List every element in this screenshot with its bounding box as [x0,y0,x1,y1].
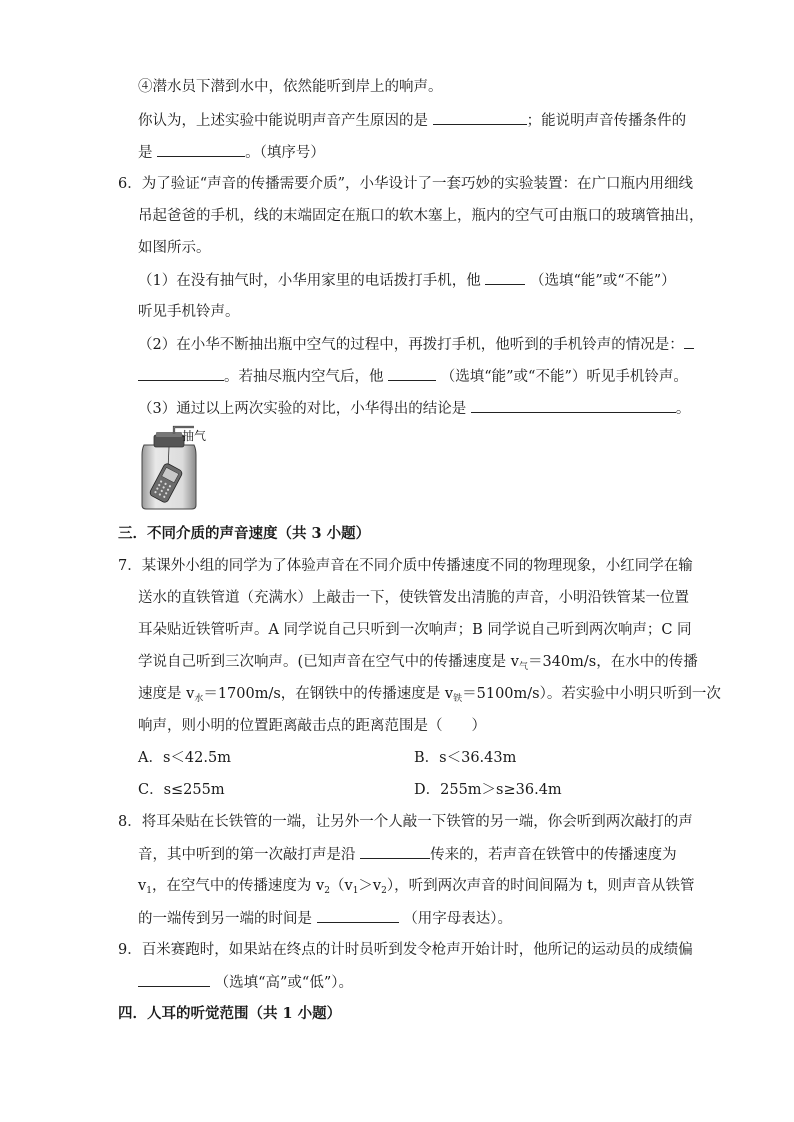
q6-part3 [138,398,690,419]
answer-blank[interactable] [138,366,224,381]
q8-line3-e: ），听到两次声音的时间间隔为 t，则声音从铁管 [386,878,695,894]
q6-p1-b: （选填“能”或“不能”） [529,273,676,289]
q7-line5-b: ＝1700m/s，在钢铁中的传播速度是 v [203,686,454,702]
q5-text-b: ；能说明声音传播条件的 [526,113,687,129]
subscript: 1 [352,886,359,896]
q5-text-c: 是 [138,145,153,161]
q6-part2-line2 [138,366,688,387]
subscript: 2 [324,886,330,896]
q7-line3: 耳朵贴近铁管听声。A 同学说自己只听到一次响声；B 同学说自己听到两次响声；C 同 [138,622,692,638]
q6-p2-c: （选填“能”或“不能”）听见手机铃声。 [440,369,688,385]
answer-blank[interactable] [138,972,210,987]
answer-blank[interactable] [317,908,399,923]
q6-line2: 吊起爸爸的手机，线的末端固定在瓶口的软木塞上，瓶内的空气可由瓶口的玻璃管抽出， [138,208,704,224]
q8-line4-b: （用字母表达）。 [403,911,512,927]
q6-p3-b: 。 [675,401,691,417]
q9-line2 [138,972,353,993]
answer-blank[interactable] [433,110,527,125]
q5-conclusion-line1 [138,110,686,131]
subscript: 1 [146,886,152,896]
q6-line3: 如图所示。 [138,240,211,256]
q5-text-a: 你认为，上述实验中能说明声音产生原因的是 [138,113,428,129]
q7-line1: 7．某课外小组的同学为了体验声音在不同介质中传播速度不同的物理现象，小红同学在输 [118,558,693,574]
q8-line3 [138,876,695,898]
subscript: 2 [381,886,387,896]
q7-line4-a: 学说自己听到三次响声。(已知声音在空气中的传播速度是 v [138,654,519,670]
q7-option-a[interactable]: A．s＜42.5m [138,750,231,766]
q7-line5-c: ＝5100m/s）。若实验中小明只听到一次 [462,686,721,702]
subscript: 气 [518,662,528,672]
q7-option-d[interactable]: D．255m＞s≥36.4m [414,782,562,798]
answer-blank[interactable] [485,270,525,285]
subscript: 铁 [453,694,463,704]
q8-line2-b: 传来的，若声音在铁管中的传播速度为 [430,847,677,863]
q8-line4 [138,908,512,929]
q9-line1: 9．百米赛跑时，如果站在终点的计时员听到发令枪声开始计时，他所记的运动员的成绩偏 [118,942,693,958]
q5-text-d: 。（填序号） [245,145,325,161]
q6-p2-a: （2）在小华不断抽出瓶中空气的过程中，再拨打手机，他听到的手机铃声的情况是： [138,337,684,353]
q7-option-c[interactable]: C．s≤255m [138,782,225,798]
q7-line4-b: ＝340m/s，在水中的传播 [527,654,698,670]
q8-line3-d: ＞v [358,878,382,894]
q9-line2-text: （选填“高”或“低”）。 [214,975,354,991]
q8-line3-b: ，在空气中的传播速度为 v [151,878,325,894]
q6-line1: 6．为了验证“声音的传播需要介质”，小华设计了一套巧妙的实验装置：在广口瓶内用细线 [118,176,694,192]
q7-option-b[interactable]: B．s＜36.43m [414,750,517,766]
q8-line2 [138,844,677,865]
q7-line2: 送水的直铁管道（充满水）上敲击一下，使铁管发出清脆的声音，小明沿铁管某一位置 [138,590,689,606]
answer-blank[interactable] [157,142,245,157]
q7-line5 [138,684,721,706]
answer-blank[interactable] [360,844,430,859]
answer-blank[interactable] [471,398,676,413]
q6-p1-a: （1）在没有抽气时，小华用家里的电话拨打手机，他 [138,273,481,289]
q6-p1-c: 听见手机铃声。 [138,304,240,320]
q8-line2-a: 音，其中听到的第一次敲打声是沿 [138,847,356,863]
q7-line6: 响声，则小明的位置距离敲击点的距离范围是（ ） [138,718,486,734]
answer-blank[interactable] [388,366,436,381]
answer-blank[interactable] [684,334,694,349]
q6-part1 [138,270,676,291]
q7-line4 [138,652,698,674]
q6-p3-a: （3）通过以上两次实验的对比，小华得出的结论是 [138,401,467,417]
item-4: ④潜水员下潜到水中，依然能听到岸上的响声。 [138,79,443,95]
q5-conclusion-line2 [138,142,325,163]
q8-line1: 8．将耳朵贴在长铁管的一端，让另外一个人敲一下铁管的另一端，你会听到两次敲打的声 [118,814,693,830]
q8-line3-a: v [138,878,147,894]
q6-p2-b: 。若抽尽瓶内空气后，他 [224,369,384,385]
section-3-heading: 三．不同介质的声音速度（共 3 小题） [118,525,371,542]
q8-line4-a: 的一端传到另一端的时间是 [138,911,312,927]
q6-part2-line1 [138,334,694,355]
q7-line5-a: 速度是 v [138,686,195,702]
q8-line3-c: （v [329,878,353,894]
subscript: 水 [194,694,204,704]
section-4-heading: 四．人耳的听觉范围（共 1 小题） [118,1005,342,1022]
figure-label-pump: 抽气 [182,429,207,443]
